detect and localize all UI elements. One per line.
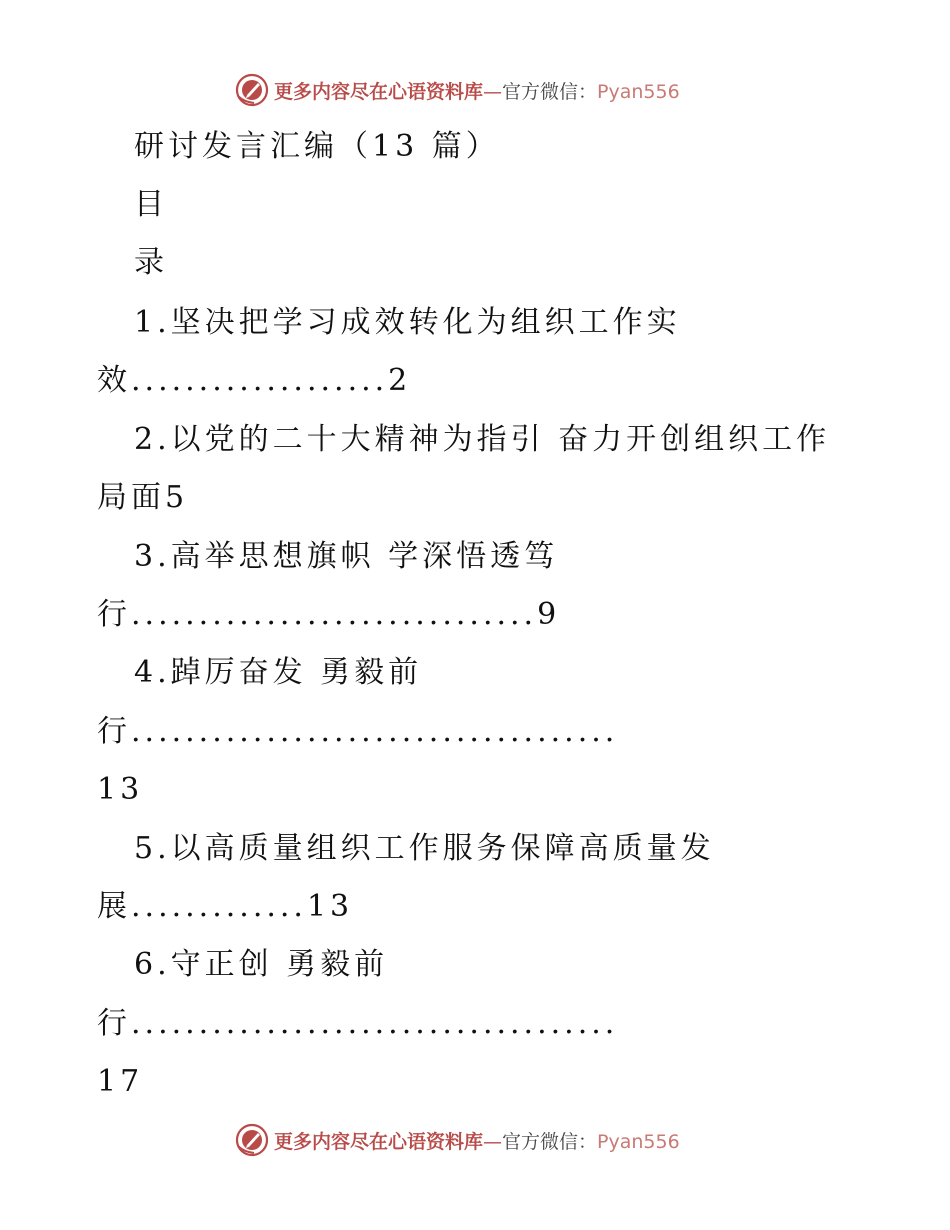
banner-office-label: 官方微信： xyxy=(502,80,598,103)
toc-heading-char-2: 录 xyxy=(134,245,168,280)
toc-entry-5-line-2: 展.............13 xyxy=(97,889,354,924)
toc-entry-4-line-1: 4.踔厉奋发 勇毅前 xyxy=(134,655,423,690)
banner-lead: 更多内容尽在心语资料库 xyxy=(274,1130,484,1153)
banner-dash: — xyxy=(483,80,503,103)
toc-entry-6-line-2: 行.................................... xyxy=(97,1006,619,1041)
toc-entry-2-line-2: 局面5 xyxy=(97,480,189,515)
toc-entry-4-line-3: 13 xyxy=(97,772,144,807)
toc-entry-2-line-1: 2.以党的二十大精神为指引 奋力开创组织工作 xyxy=(134,422,831,457)
toc-entry-6-line-3: 17 xyxy=(97,1064,144,1099)
banner-lead: 更多内容尽在心语资料库 xyxy=(274,80,484,103)
toc-heading-char-1: 目 xyxy=(134,187,168,222)
pen-nib-seal-icon xyxy=(234,72,270,108)
footer-banner-inner xyxy=(234,1120,680,1160)
header-banner xyxy=(0,70,950,110)
toc-entry-5-line-1: 5.以高质量组织工作服务保障高质量发 xyxy=(134,831,715,866)
footer-banner xyxy=(0,1120,950,1160)
banner-wechat-id: Pyan556 xyxy=(597,80,680,103)
toc-entry-4-line-2: 行.................................... xyxy=(97,714,619,749)
banner-wechat-id: Pyan556 xyxy=(597,1130,680,1153)
banner-text xyxy=(274,77,680,104)
toc-entry-1-line-2: 效...................2 xyxy=(97,363,412,398)
pen-nib-seal-icon xyxy=(234,1122,270,1158)
toc-entry-3-line-1: 3.高举思想旗帜 学深悟透笃 xyxy=(134,539,559,574)
header-banner-inner xyxy=(234,70,680,110)
banner-dash: — xyxy=(483,1130,503,1153)
document-title: 研讨发言汇编（13 篇） xyxy=(134,129,500,164)
toc-entry-3-line-2: 行..............................9 xyxy=(97,597,561,632)
toc-entry-1-line-1: 1.坚决把学习成效转化为组织工作实 xyxy=(134,305,681,340)
banner-office-label: 官方微信： xyxy=(502,1130,598,1153)
toc-entry-6-line-1: 6.守正创 勇毅前 xyxy=(134,947,389,982)
banner-text xyxy=(274,1127,680,1154)
